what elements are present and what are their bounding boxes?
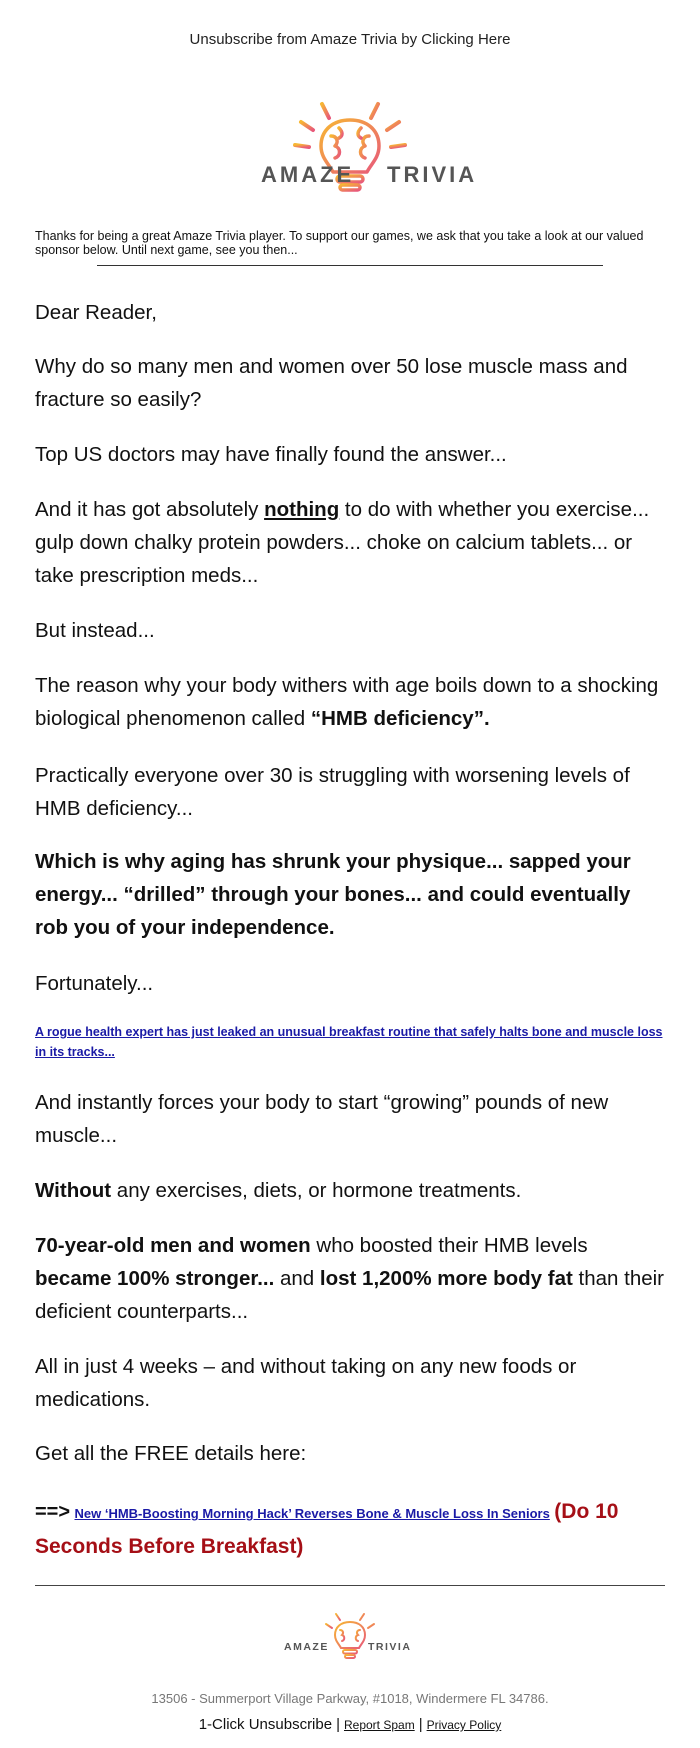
privacy-policy-link[interactable]: Privacy Policy [426,1718,502,1732]
amaze-trivia-logo [215,92,485,207]
one-click-unsubscribe-link[interactable]: 1-Click Unsubscribe [198,1716,333,1733]
emphasis-text: 70-year-old men and women [35,1234,311,1257]
paragraph [35,1174,665,1207]
divider [97,265,603,266]
brain-bulb-icon [335,1622,365,1658]
emphasis-text: Without [35,1179,112,1202]
paragraph: Top US doctors may have finally found the answer... [35,443,507,466]
emphasis-text: lost 1,200% more body fat [319,1267,573,1290]
text-run: The reason why your body withers with age boils down to a shocking biological phenomenon called [35,674,659,730]
emphasis-text: nothing [264,498,340,521]
paragraph: All in just 4 weeks – and without taking on any new foods or medications. [35,1355,577,1411]
logo-word-right: TRIVIA [387,162,478,187]
text-run: to do with whether you exercise... gulp down chalky protein powders... choke on calcium tablets... or take prescription meds... [35,498,650,587]
unsubscribe-link[interactable]: Unsubscribe from Amaze Trivia by Clicking Here [189,31,511,48]
cta-line [35,1495,675,1565]
text-run: And it has got absolutely [35,498,265,521]
paragraph [35,1229,665,1328]
paragraph [35,669,665,735]
paragraph-bold: Which is why aging has shrunk your physique... sapped your energy... “drilled” through your bones... and could eventually rob you of your independence. [35,850,631,939]
cta-red-text: (Do 10 Seconds Before Breakfast) [35,1500,619,1558]
sponsor-intro-text: Thanks for being a great Amaze Trivia player. To support our games, we ask that you take a look at our valued sponsor below. Until next game, see you then... [35,229,644,257]
footer-address: 13506 - Summerport Village Parkway, #1018, Windermere FL 34786. [151,1691,549,1706]
text-run: any exercises, diets, or hormone treatments. [111,1179,522,1202]
text-run: who boosted their HMB levels [310,1234,588,1257]
separator: | [336,1716,340,1733]
arrow-icon: ==> [35,1501,71,1523]
logo-word-left: AMAZE [284,1641,329,1653]
emphasis-text: became 100% stronger... [35,1267,275,1290]
logo-word-left: AMAZE [261,162,355,187]
amaze-trivia-logo-small [280,1608,420,1670]
report-spam-link[interactable]: Report Spam [343,1718,415,1732]
paragraph: Practically everyone over 30 is struggling with worsening levels of HMB deficiency... [35,764,630,820]
paragraph: Fortunately... [35,972,154,995]
sponsor-link[interactable]: A rogue health expert has just leaked an unusual breakfast routine that safely halts bone and muscle loss in its tracks... [35,1025,663,1059]
footer-links [0,1716,700,1733]
emphasis-text: “HMB deficiency”. [310,707,490,730]
cta-link[interactable]: New ‘HMB-Boosting Morning Hack’ Reverses Bone & Muscle Loss In Seniors [74,1506,550,1521]
paragraph: Why do so many men and women over 50 lose muscle mass and fracture so easily? [35,355,628,411]
paragraph: But instead... [35,619,155,642]
logo-word-right: TRIVIA [368,1641,412,1653]
greeting: Dear Reader, [35,301,157,324]
text-run: and [274,1267,320,1290]
paragraph: Get all the FREE details here: [35,1442,307,1465]
divider [35,1585,665,1586]
separator: | [418,1716,423,1733]
text-run: than their deficient counterparts... [35,1267,664,1323]
paragraph: And instantly forces your body to start “growing” pounds of new muscle... [35,1091,609,1147]
paragraph [35,493,665,592]
